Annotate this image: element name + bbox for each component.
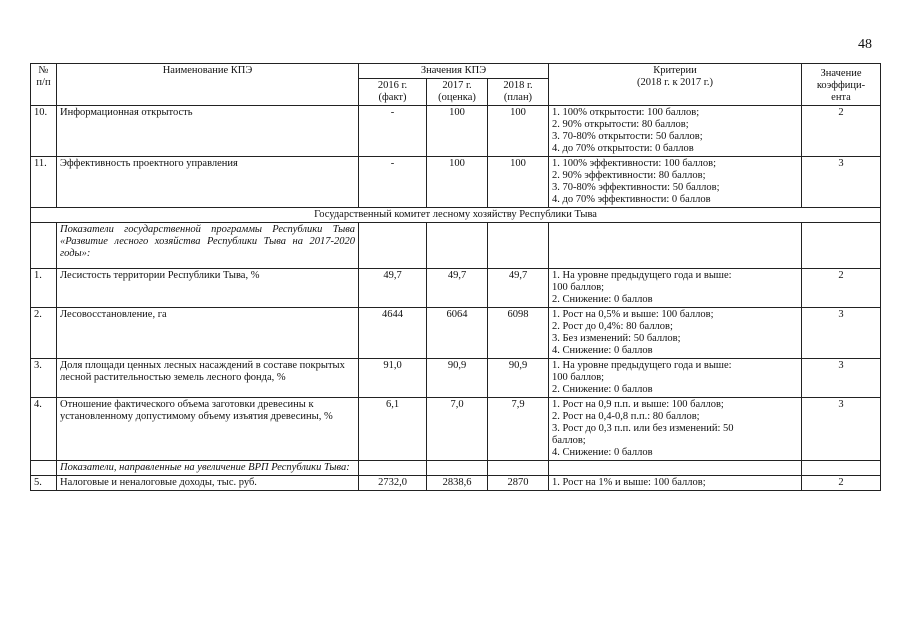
criteria-line: 2. Снижение: 0 баллов <box>552 294 653 305</box>
subheader-num-cell <box>31 223 57 269</box>
value-2018: 100 <box>488 106 549 157</box>
value-2018: 90,9 <box>488 359 549 398</box>
coefficient-value: 3 <box>802 398 881 461</box>
page-number: 48 <box>858 37 872 52</box>
header-2017: 2017 г. (оценка) <box>427 79 488 106</box>
criteria-cell <box>549 308 802 359</box>
table-body-program <box>31 269 881 461</box>
empty-cell <box>802 223 881 269</box>
value-2016: - <box>359 157 427 208</box>
criteria-cell <box>549 157 802 208</box>
kpe-table <box>30 63 881 491</box>
subheader-program: Показатели государственной программы Республики Тыва «Развитие лесного хозяйства Республики Тыва на 2017-2020 годы»: <box>57 223 359 269</box>
criteria-line: 1. На уровне предыдущего года и выше: <box>552 360 732 371</box>
section-title: Государственный комитет лесному хозяйству Республики Тыва <box>31 208 881 223</box>
table-body-top <box>31 106 881 208</box>
kpe-name: Лесовосстановление, га <box>57 308 359 359</box>
section-body <box>31 208 881 269</box>
value-2017: 100 <box>427 106 488 157</box>
kpe-name: Налоговые и неналоговые доходы, тыс. руб. <box>57 476 359 491</box>
criteria-line: 1. Рост на 1% и выше: 100 баллов; <box>552 477 706 488</box>
empty-cell <box>359 461 427 476</box>
value-2018: 49,7 <box>488 269 549 308</box>
criteria-line: 100 баллов; <box>552 372 605 383</box>
table-row <box>31 106 881 157</box>
table-row <box>31 359 881 398</box>
value-2017: 49,7 <box>427 269 488 308</box>
coefficient-value: 3 <box>802 157 881 208</box>
coefficient-value: 2 <box>802 476 881 491</box>
kpe-name: Эффективность проектного управления <box>57 157 359 208</box>
vrp-subheader-body <box>31 461 881 476</box>
empty-cell <box>549 223 802 269</box>
table-row <box>31 398 881 461</box>
value-2016: 6,1 <box>359 398 427 461</box>
table-body-vrp <box>31 476 881 491</box>
coefficient-value: 2 <box>802 106 881 157</box>
criteria-line: 4. до 70% эффективности: 0 баллов <box>552 194 711 205</box>
criteria-line: 100 баллов; <box>552 282 605 293</box>
row-number: 10. <box>31 106 57 157</box>
row-number: 1. <box>31 269 57 308</box>
criteria-line: 1. Рост на 0,9 п.п. и выше: 100 баллов; <box>552 399 724 410</box>
table-row <box>31 308 881 359</box>
row-number: 3. <box>31 359 57 398</box>
table-row <box>31 269 881 308</box>
criteria-line: 3. Рост до 0,3 п.п. или без изменений: 50 <box>552 423 734 434</box>
value-2017: 7,0 <box>427 398 488 461</box>
criteria-line: 2. Снижение: 0 баллов <box>552 384 653 395</box>
row-number: 4. <box>31 398 57 461</box>
criteria-cell <box>549 398 802 461</box>
header-num: № п/п <box>31 64 57 106</box>
value-2018: 7,9 <box>488 398 549 461</box>
coefficient-value: 3 <box>802 308 881 359</box>
header-coef: Значение коэффици- ента <box>802 64 881 106</box>
header-2018: 2018 г. (план) <box>488 79 549 106</box>
criteria-line: 1. Рост на 0,5% и выше: 100 баллов; <box>552 309 714 320</box>
coefficient-value: 3 <box>802 359 881 398</box>
header-criteria: Критерии (2018 г. к 2017 г.) <box>549 64 802 106</box>
value-2016: 2732,0 <box>359 476 427 491</box>
value-2018: 6098 <box>488 308 549 359</box>
table-header-row <box>31 64 881 79</box>
subheader-row <box>31 461 881 476</box>
row-number: 2. <box>31 308 57 359</box>
kpe-name: Доля площади ценных лесных насаждений в составе покрытых лесной растительностью земель лесного фонда, % <box>57 359 359 398</box>
criteria-line: 4. Снижение: 0 баллов <box>552 345 653 356</box>
criteria-line: 3. Без изменений: 50 баллов; <box>552 333 681 344</box>
value-2016: 91,0 <box>359 359 427 398</box>
header-values: Значения КПЭ <box>359 64 549 79</box>
row-number: 5. <box>31 476 57 491</box>
empty-cell <box>488 461 549 476</box>
empty-cell <box>802 461 881 476</box>
criteria-line: 1. На уровне предыдущего года и выше: <box>552 270 732 281</box>
empty-cell <box>549 461 802 476</box>
table-row <box>31 157 881 208</box>
value-2017: 90,9 <box>427 359 488 398</box>
empty-cell <box>427 223 488 269</box>
criteria-line: баллов; <box>552 435 586 446</box>
kpe-name: Отношение фактического объема заготовки древесины к установленному допустимому объему изъятия древесины, % <box>57 398 359 461</box>
criteria-line: 1. 100% эффективности: 100 баллов; <box>552 158 717 169</box>
criteria-cell <box>549 476 802 491</box>
value-2018: 2870 <box>488 476 549 491</box>
criteria-line: 2. Рост до 0,4%: 80 баллов; <box>552 321 673 332</box>
value-2016: 49,7 <box>359 269 427 308</box>
value-2017: 6064 <box>427 308 488 359</box>
criteria-line: 2. 90% открытости: 80 баллов; <box>552 119 689 130</box>
criteria-cell <box>549 359 802 398</box>
criteria-line: 3. 70-80% открытости: 50 баллов; <box>552 131 703 142</box>
row-number: 11. <box>31 157 57 208</box>
value-2016: - <box>359 106 427 157</box>
value-2016: 4644 <box>359 308 427 359</box>
criteria-cell <box>549 269 802 308</box>
header-name: Наименование КПЭ <box>57 64 359 106</box>
table-row <box>31 476 881 491</box>
value-2018: 100 <box>488 157 549 208</box>
subheader-row <box>31 223 881 269</box>
empty-cell <box>488 223 549 269</box>
subheader-vrp: Показатели, направленные на увеличение ВРП Республики Тыва: <box>57 461 359 476</box>
value-2017: 100 <box>427 157 488 208</box>
criteria-line: 3. 70-80% эффективности: 50 баллов; <box>552 182 720 193</box>
criteria-line: 2. Рост на 0,4-0,8 п.п.: 80 баллов; <box>552 411 700 422</box>
empty-cell <box>427 461 488 476</box>
criteria-line: 2. 90% эффективности: 80 баллов; <box>552 170 706 181</box>
header-2016: 2016 г. (факт) <box>359 79 427 106</box>
criteria-line: 4. Снижение: 0 баллов <box>552 447 653 458</box>
section-row <box>31 208 881 223</box>
criteria-line: 1. 100% открытости: 100 баллов; <box>552 107 700 118</box>
kpe-name: Информационная открытость <box>57 106 359 157</box>
kpe-name: Лесистость территории Республики Тыва, % <box>57 269 359 308</box>
criteria-line: 4. до 70% открытости: 0 баллов <box>552 143 694 154</box>
criteria-cell <box>549 106 802 157</box>
value-2017: 2838,6 <box>427 476 488 491</box>
subheader-num-cell <box>31 461 57 476</box>
empty-cell <box>359 223 427 269</box>
coefficient-value: 2 <box>802 269 881 308</box>
